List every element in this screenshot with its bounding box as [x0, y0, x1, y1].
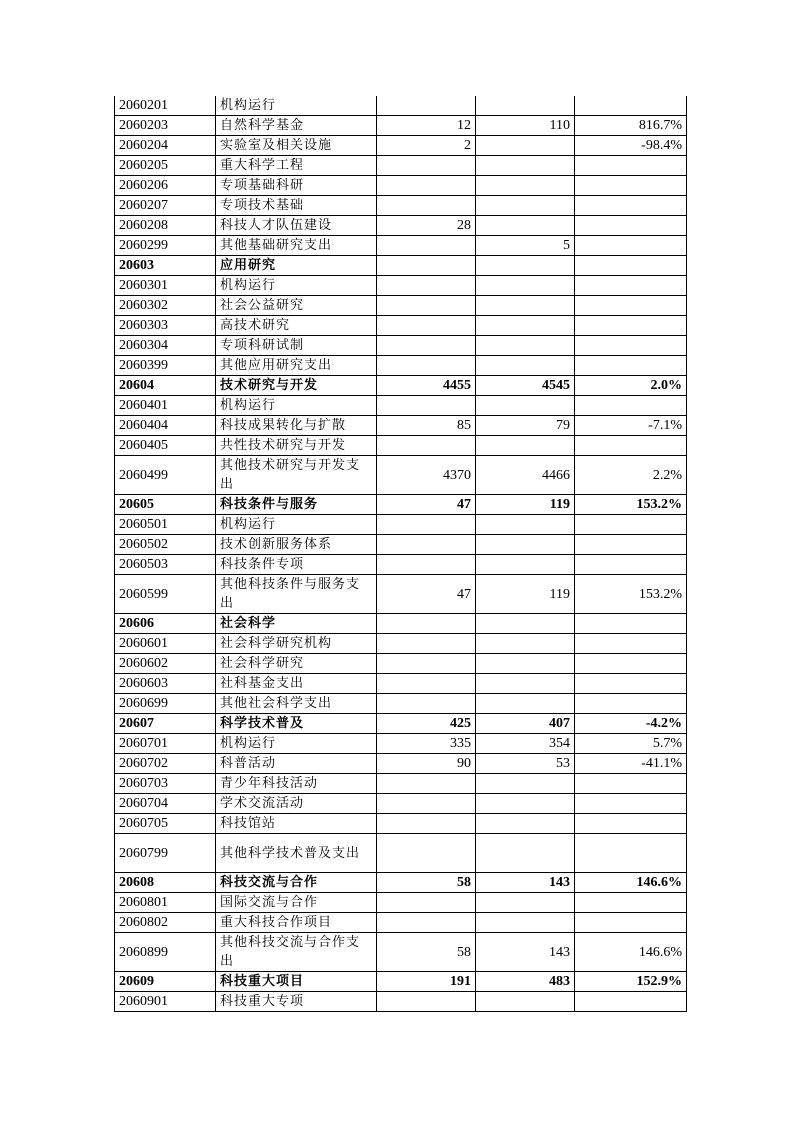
change-percent: 153.2%: [575, 495, 687, 515]
item-name: 其他应用研究支出: [216, 356, 377, 376]
table-row: [115, 913, 687, 933]
value-curr: [476, 96, 575, 116]
item-code: 2060399: [115, 356, 216, 376]
table-row: [115, 634, 687, 654]
value-curr: 143: [476, 873, 575, 893]
item-code: 2060304: [115, 336, 216, 356]
change-percent: 152.9%: [575, 972, 687, 992]
value-curr: [476, 814, 575, 834]
value-prev: [377, 236, 476, 256]
value-curr: 119: [476, 575, 575, 614]
item-name: 机构运行: [216, 734, 377, 754]
value-prev: 4370: [377, 456, 476, 495]
value-curr: [476, 296, 575, 316]
value-curr: [476, 913, 575, 933]
table-row: [115, 316, 687, 336]
table-row: [115, 893, 687, 913]
item-name: 科技交流与合作: [216, 873, 377, 893]
change-percent: [575, 555, 687, 575]
value-prev: [377, 276, 476, 296]
value-prev: [377, 794, 476, 814]
change-percent: [575, 396, 687, 416]
change-percent: 816.7%: [575, 116, 687, 136]
value-prev: [377, 913, 476, 933]
value-curr: [476, 136, 575, 156]
change-percent: -98.4%: [575, 136, 687, 156]
item-name: 机构运行: [216, 396, 377, 416]
value-curr: [476, 276, 575, 296]
item-code: 2060502: [115, 535, 216, 555]
value-prev: 90: [377, 754, 476, 774]
value-curr: [476, 515, 575, 535]
item-name: 重大科学工程: [216, 156, 377, 176]
table-row: [115, 794, 687, 814]
table-row: [115, 356, 687, 376]
item-code: 2060602: [115, 654, 216, 674]
table-row: [115, 336, 687, 356]
item-name: 高技术研究: [216, 316, 377, 336]
item-code: 2060206: [115, 176, 216, 196]
change-percent: [575, 515, 687, 535]
value-prev: [377, 515, 476, 535]
value-prev: 47: [377, 575, 476, 614]
item-code: 20609: [115, 972, 216, 992]
item-code: 2060303: [115, 316, 216, 336]
change-percent: [575, 196, 687, 216]
table-row: [115, 933, 687, 972]
item-code: 2060599: [115, 575, 216, 614]
table-row: [115, 296, 687, 316]
value-prev: [377, 654, 476, 674]
value-prev: [377, 535, 476, 555]
item-name: 实验室及相关设施: [216, 136, 377, 156]
item-code: 2060802: [115, 913, 216, 933]
value-curr: [476, 256, 575, 276]
category-row: [115, 495, 687, 515]
change-percent: [575, 634, 687, 654]
value-prev: [377, 992, 476, 1012]
value-prev: [377, 316, 476, 336]
value-curr: 483: [476, 972, 575, 992]
table-row: [115, 196, 687, 216]
change-percent: -7.1%: [575, 416, 687, 436]
table-row: [115, 456, 687, 495]
value-curr: [476, 634, 575, 654]
item-code: 20605: [115, 495, 216, 515]
change-percent: [575, 336, 687, 356]
value-prev: [377, 296, 476, 316]
table-row: [115, 416, 687, 436]
item-name: 重大科技合作项目: [216, 913, 377, 933]
table-row: [115, 515, 687, 535]
item-code: 2060701: [115, 734, 216, 754]
item-name: 科学技术普及: [216, 714, 377, 734]
value-curr: [476, 316, 575, 336]
change-percent: [575, 316, 687, 336]
item-code: 2060704: [115, 794, 216, 814]
table-row: [115, 754, 687, 774]
table-row: [115, 992, 687, 1012]
value-prev: [377, 256, 476, 276]
value-curr: [476, 216, 575, 236]
item-name: 机构运行: [216, 276, 377, 296]
value-curr: [476, 674, 575, 694]
item-name: 机构运行: [216, 96, 377, 116]
value-prev: [377, 834, 476, 873]
value-curr: 53: [476, 754, 575, 774]
table-row: [115, 674, 687, 694]
change-percent: [575, 774, 687, 794]
category-row: [115, 873, 687, 893]
table-row: [115, 96, 687, 116]
value-prev: 191: [377, 972, 476, 992]
table-row: [115, 535, 687, 555]
value-curr: [476, 694, 575, 714]
category-row: [115, 256, 687, 276]
item-code: 2060299: [115, 236, 216, 256]
change-percent: [575, 276, 687, 296]
item-code: 2060503: [115, 555, 216, 575]
item-name: 科技条件专项: [216, 555, 377, 575]
change-percent: [575, 296, 687, 316]
value-curr: [476, 436, 575, 456]
item-code: 2060601: [115, 634, 216, 654]
table-row: [115, 694, 687, 714]
change-percent: [575, 614, 687, 634]
item-code: 2060207: [115, 196, 216, 216]
item-name: 社会科学: [216, 614, 377, 634]
item-code: 20603: [115, 256, 216, 276]
change-percent: 2.0%: [575, 376, 687, 396]
item-code: 2060501: [115, 515, 216, 535]
item-name: 科普活动: [216, 754, 377, 774]
table-row: [115, 216, 687, 236]
item-name: 其他社会科学支出: [216, 694, 377, 714]
value-curr: [476, 893, 575, 913]
value-curr: [476, 654, 575, 674]
change-percent: [575, 236, 687, 256]
change-percent: [575, 694, 687, 714]
item-name: 其他基础研究支出: [216, 236, 377, 256]
item-code: 2060699: [115, 694, 216, 714]
value-curr: 354: [476, 734, 575, 754]
value-prev: [377, 893, 476, 913]
value-prev: 4455: [377, 376, 476, 396]
item-code: 2060204: [115, 136, 216, 156]
table-row: [115, 555, 687, 575]
item-name: 社会公益研究: [216, 296, 377, 316]
value-prev: 12: [377, 116, 476, 136]
value-prev: [377, 156, 476, 176]
value-prev: [377, 396, 476, 416]
table-row: [115, 236, 687, 256]
item-code: 2060799: [115, 834, 216, 873]
item-code: 2060405: [115, 436, 216, 456]
change-percent: -41.1%: [575, 754, 687, 774]
item-name: 科技馆站: [216, 814, 377, 834]
value-prev: 2: [377, 136, 476, 156]
value-curr: [476, 992, 575, 1012]
item-code: 2060901: [115, 992, 216, 1012]
item-code: 2060401: [115, 396, 216, 416]
change-percent: [575, 96, 687, 116]
change-percent: 5.7%: [575, 734, 687, 754]
table-row: [115, 814, 687, 834]
value-curr: [476, 535, 575, 555]
category-row: [115, 972, 687, 992]
change-percent: [575, 436, 687, 456]
item-code: 2060603: [115, 674, 216, 694]
item-name: 科技重大项目: [216, 972, 377, 992]
table-row: [115, 834, 687, 873]
value-prev: [377, 356, 476, 376]
value-prev: [377, 814, 476, 834]
value-prev: [377, 436, 476, 456]
item-name: 社科基金支出: [216, 674, 377, 694]
item-code: 2060302: [115, 296, 216, 316]
change-percent: [575, 654, 687, 674]
value-curr: [476, 614, 575, 634]
category-row: [115, 614, 687, 634]
change-percent: 153.2%: [575, 575, 687, 614]
item-code: 20604: [115, 376, 216, 396]
item-name: 技术创新服务体系: [216, 535, 377, 555]
value-curr: [476, 774, 575, 794]
item-name: 专项基础科研: [216, 176, 377, 196]
value-prev: [377, 774, 476, 794]
change-percent: [575, 356, 687, 376]
table-row: [115, 276, 687, 296]
value-curr: 79: [476, 416, 575, 436]
item-name: 其他科学技术普及支出: [216, 834, 377, 873]
change-percent: -4.2%: [575, 714, 687, 734]
item-name: 其他技术研究与开发支出: [216, 456, 377, 495]
item-name: 社会科学研究: [216, 654, 377, 674]
value-prev: 47: [377, 495, 476, 515]
change-percent: 146.6%: [575, 933, 687, 972]
value-prev: [377, 634, 476, 654]
value-prev: [377, 196, 476, 216]
table-row: [115, 654, 687, 674]
category-row: [115, 714, 687, 734]
table-row: [115, 116, 687, 136]
value-prev: 58: [377, 933, 476, 972]
category-row: [115, 376, 687, 396]
item-code: 20607: [115, 714, 216, 734]
value-prev: [377, 614, 476, 634]
item-code: 2060703: [115, 774, 216, 794]
item-code: 2060301: [115, 276, 216, 296]
change-percent: [575, 216, 687, 236]
item-code: 2060499: [115, 456, 216, 495]
change-percent: 2.2%: [575, 456, 687, 495]
item-code: 2060801: [115, 893, 216, 913]
change-percent: [575, 834, 687, 873]
item-code: 2060205: [115, 156, 216, 176]
value-prev: [377, 176, 476, 196]
value-curr: [476, 356, 575, 376]
item-code: 2060705: [115, 814, 216, 834]
value-curr: [476, 176, 575, 196]
change-percent: [575, 913, 687, 933]
item-code: 2060702: [115, 754, 216, 774]
value-prev: [377, 555, 476, 575]
item-code: 2060208: [115, 216, 216, 236]
item-name: 科技成果转化与扩散: [216, 416, 377, 436]
value-curr: 4466: [476, 456, 575, 495]
change-percent: [575, 814, 687, 834]
table-row: [115, 136, 687, 156]
item-name: 机构运行: [216, 515, 377, 535]
table-row: [115, 436, 687, 456]
value-prev: [377, 96, 476, 116]
value-curr: [476, 156, 575, 176]
table-row: [115, 176, 687, 196]
change-percent: [575, 794, 687, 814]
value-curr: [476, 396, 575, 416]
value-prev: 58: [377, 873, 476, 893]
change-percent: [575, 674, 687, 694]
budget-table: [114, 96, 687, 1012]
change-percent: [575, 176, 687, 196]
item-name: 技术研究与开发: [216, 376, 377, 396]
item-name: 专项技术基础: [216, 196, 377, 216]
change-percent: [575, 992, 687, 1012]
value-prev: 425: [377, 714, 476, 734]
item-name: 国际交流与合作: [216, 893, 377, 913]
item-name: 其他科技条件与服务支出: [216, 575, 377, 614]
item-name: 共性技术研究与开发: [216, 436, 377, 456]
value-curr: [476, 196, 575, 216]
value-prev: 335: [377, 734, 476, 754]
table-row: [115, 156, 687, 176]
item-name: 应用研究: [216, 256, 377, 276]
item-code: 20606: [115, 614, 216, 634]
value-curr: [476, 336, 575, 356]
value-prev: 85: [377, 416, 476, 436]
change-percent: [575, 256, 687, 276]
value-curr: 110: [476, 116, 575, 136]
item-name: 青少年科技活动: [216, 774, 377, 794]
budget-table-body: [115, 96, 687, 1012]
item-code: 2060899: [115, 933, 216, 972]
item-code: 2060203: [115, 116, 216, 136]
table-row: [115, 396, 687, 416]
change-percent: [575, 535, 687, 555]
item-code: 2060201: [115, 96, 216, 116]
change-percent: [575, 893, 687, 913]
table-row: [115, 734, 687, 754]
value-curr: 143: [476, 933, 575, 972]
value-curr: 119: [476, 495, 575, 515]
item-name: 自然科学基金: [216, 116, 377, 136]
item-code: 2060404: [115, 416, 216, 436]
value-prev: 28: [377, 216, 476, 236]
value-prev: [377, 336, 476, 356]
table-row: [115, 575, 687, 614]
item-code: 20608: [115, 873, 216, 893]
value-curr: [476, 555, 575, 575]
value-curr: 407: [476, 714, 575, 734]
item-name: 其他科技交流与合作支出: [216, 933, 377, 972]
value-curr: [476, 834, 575, 873]
table-row: [115, 774, 687, 794]
item-name: 科技重大专项: [216, 992, 377, 1012]
change-percent: [575, 156, 687, 176]
value-prev: [377, 694, 476, 714]
item-name: 专项科研试制: [216, 336, 377, 356]
value-curr: 4545: [476, 376, 575, 396]
item-name: 社会科学研究机构: [216, 634, 377, 654]
value-curr: [476, 794, 575, 814]
value-curr: 5: [476, 236, 575, 256]
item-name: 科技人才队伍建设: [216, 216, 377, 236]
item-name: 科技条件与服务: [216, 495, 377, 515]
change-percent: 146.6%: [575, 873, 687, 893]
value-prev: [377, 674, 476, 694]
item-name: 学术交流活动: [216, 794, 377, 814]
